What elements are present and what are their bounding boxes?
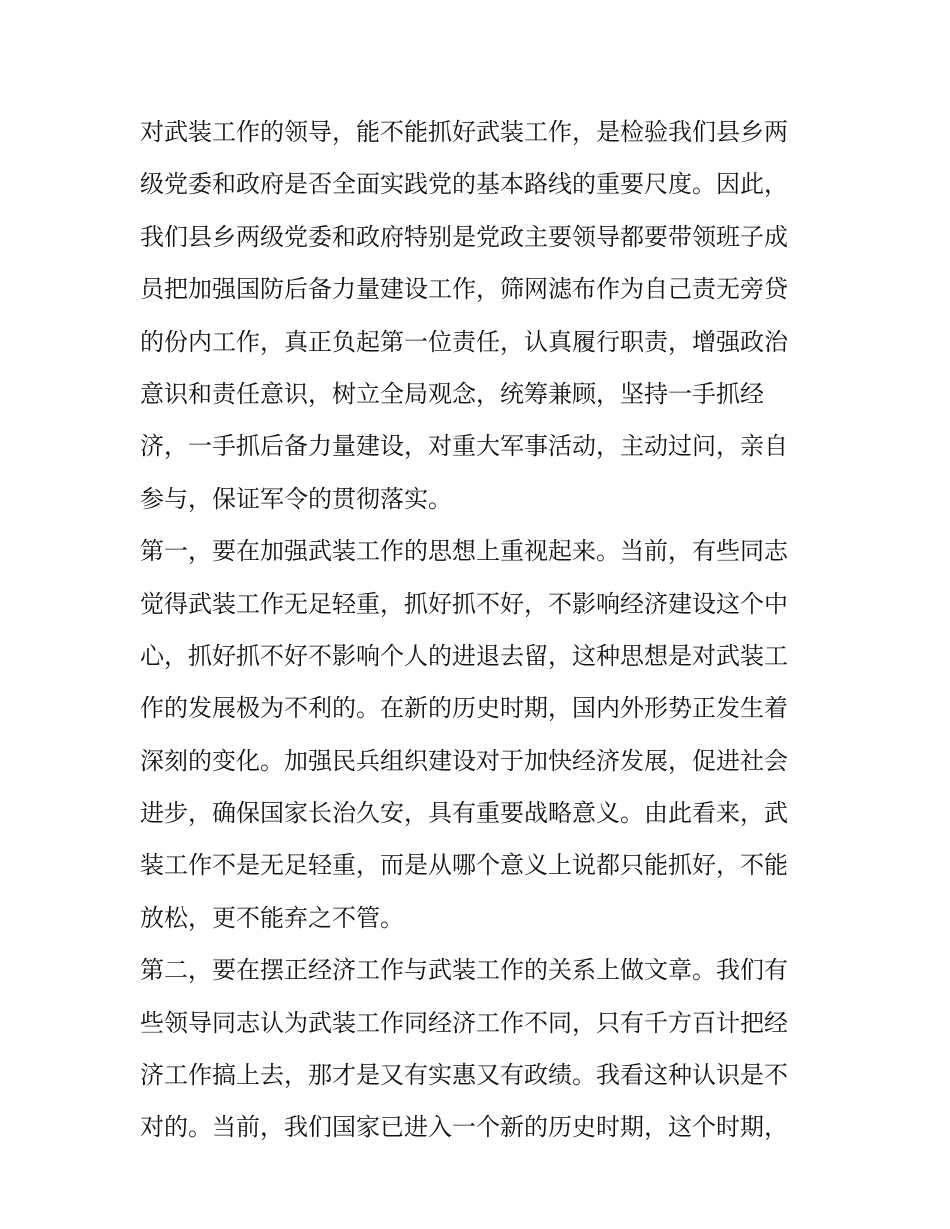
text-line: 济，一手抓后备力量建设，对重大军事活动，主动过问，亲自 xyxy=(140,432,788,461)
text-line: 济工作搞上去，那才是又有实惠又有政绩。我看这种认识是不 xyxy=(140,1061,788,1090)
text-line: 心，抓好抓不好不影响个人的进退去留，这种思想是对武装工 xyxy=(140,641,788,670)
text-line: 我们县乡两级党委和政府特别是党政主要领导都要带领班子成 xyxy=(140,222,788,251)
text-line: 级党委和政府是否全面实践党的基本路线的重要尺度。因此， xyxy=(140,170,788,199)
text-line: 深刻的变化。加强民兵组织建设对于加快经济发展，促进社会 xyxy=(140,746,788,775)
text-line: 放松，更不能弃之不管。 xyxy=(140,903,404,932)
text-line: 意识和责任意识，树立全局观念，统筹兼顾，坚持一手抓经 xyxy=(140,379,764,408)
text-line: 第一，要在加强武装工作的思想上重视起来。当前，有些同志 xyxy=(140,537,788,566)
text-line: 的份内工作，真正负起第一位责任，认真履行职责，增强政治 xyxy=(140,327,788,356)
text-line: 些领导同志认为武装工作同经济工作不同，只有千方百计把经 xyxy=(140,1008,788,1037)
text-line: 员把加强国防后备力量建设工作，筛网滤布作为自己责无旁贷 xyxy=(140,275,788,304)
text-line: 对的。当前，我们国家已进入一个新的历史时期，这个时期， xyxy=(140,1113,788,1142)
text-line: 第二，要在摆正经济工作与武装工作的关系上做文章。我们有 xyxy=(140,956,788,985)
text-line: 对武装工作的领导，能不能抓好武装工作，是检验我们县乡两 xyxy=(140,118,788,146)
text-line: 觉得武装工作无足轻重，抓好抓不好，不影响经济建设这个中 xyxy=(140,589,788,618)
text-line: 装工作不是无足轻重，而是从哪个意义上说都只能抓好，不能 xyxy=(140,851,788,880)
body-text xyxy=(140,106,820,1154)
text-line: 作的发展极为不利的。在新的历史时期，国内外形势正发生着 xyxy=(140,694,788,723)
text-line: 参与，保证军令的贯彻落实。 xyxy=(140,484,452,513)
text-line: 进步，确保国家长治久安，具有重要战略意义。由此看来，武 xyxy=(140,799,788,828)
